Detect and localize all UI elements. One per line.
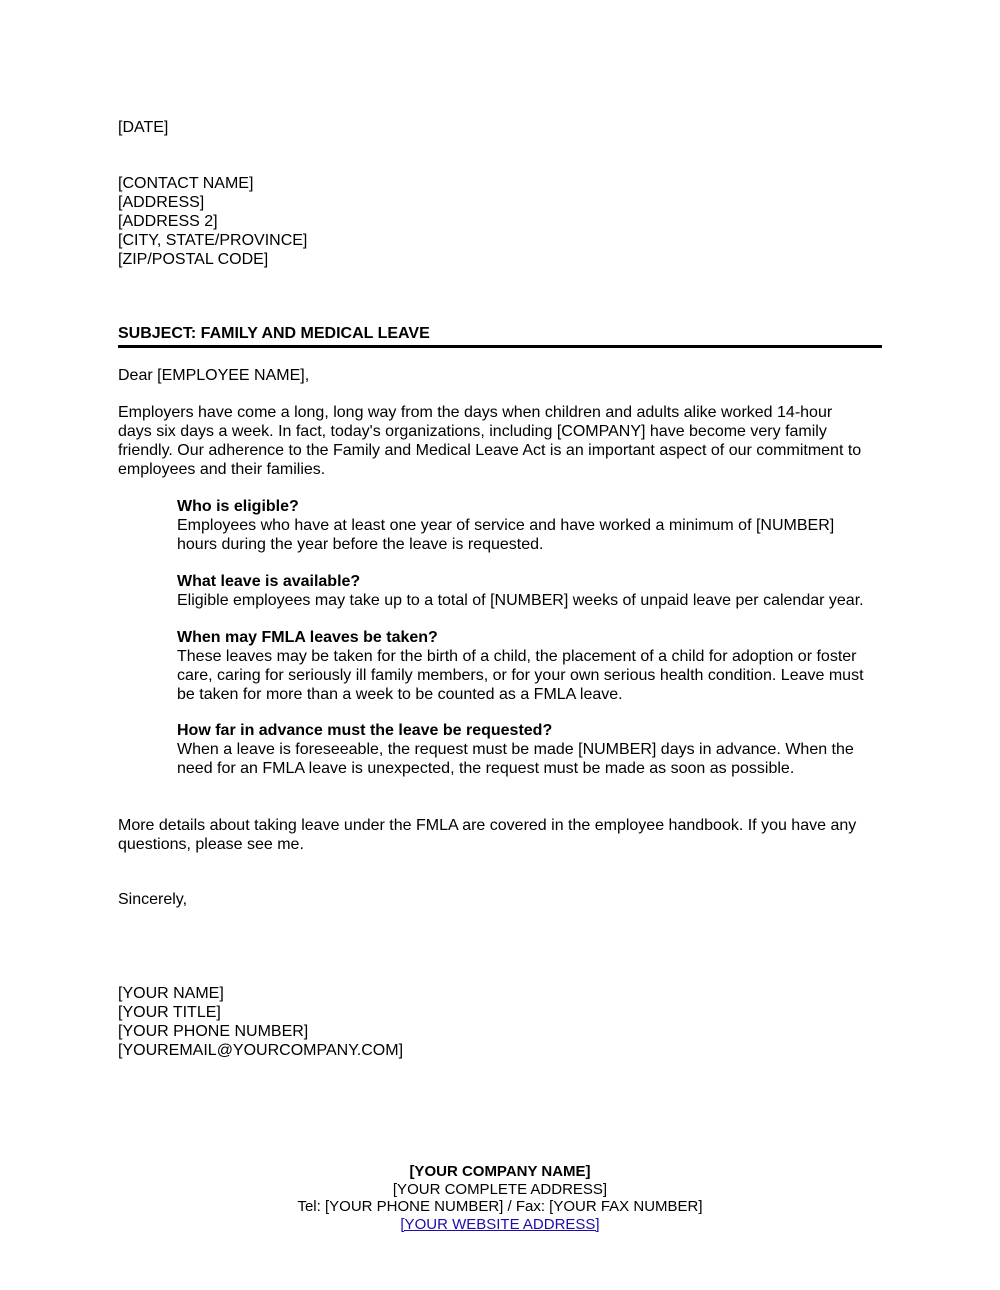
company-footer [0,1163,1000,1233]
section-heading: How far in advance must the leave be requested? [177,722,553,739]
signature-name: [YOUR NAME] [118,985,224,1002]
paragraph-line: employees and their families. [118,461,326,478]
section-line: Eligible employees may take up to a total of [NUMBER] weeks of unpaid leave per calendar year. [177,592,864,609]
section-how-far-advance [177,721,854,778]
salutation: Dear [EMPLOYEE NAME], [118,367,310,384]
signature-block [118,984,403,1060]
recipient-address: [ADDRESS] [118,194,205,211]
section-line: hours during the year before the leave is requested. [177,536,544,553]
section-line: care, caring for seriously ill family members, or for your own serious health condition. Leave must [177,667,864,684]
subject-line: SUBJECT: FAMILY AND MEDICAL LEAVE [118,325,430,342]
footer-website-link[interactable]: [YOUR WEBSITE ADDRESS] [400,1215,600,1233]
footer-company-name: [YOUR COMPANY NAME] [409,1163,591,1180]
signature-phone: [YOUR PHONE NUMBER] [118,1023,309,1040]
footer-contact: Tel: [YOUR PHONE NUMBER] / Fax: [YOUR FAX NUMBER] [297,1198,703,1215]
closing-paragraph [118,816,856,854]
signoff: Sincerely, [118,891,188,908]
recipient-zip: [ZIP/POSTAL CODE] [118,251,269,268]
paragraph-line: More details about taking leave under the FMLA are covered in the employee handbook. If you have any [118,817,857,834]
section-heading: Who is eligible? [177,498,299,515]
signature-email: [YOUREMAIL@YOURCOMPANY.COM] [118,1042,404,1059]
section-who-is-eligible [177,497,834,554]
intro-paragraph [118,403,861,479]
paragraph-line: days six days a week. In fact, today's organizations, including [COMPANY] have become very family [118,423,827,440]
recipient-name: [CONTACT NAME] [118,175,254,192]
section-line: When a leave is foreseeable, the request must be made [NUMBER] days in advance. When the [177,741,854,758]
section-heading: When may FMLA leaves be taken? [177,629,438,646]
section-line: These leaves may be taken for the birth of a child, the placement of a child for adoption or foster [177,648,857,665]
subject-divider [118,345,882,348]
section-heading: What leave is available? [177,573,361,590]
recipient-address-2: [ADDRESS 2] [118,213,218,230]
footer-address: [YOUR COMPLETE ADDRESS] [392,1180,608,1198]
recipient-city-state: [CITY, STATE/PROVINCE] [118,232,308,249]
paragraph-line: Employers have come a long, long way from the days when children and adults alike worked 14-hour [118,404,833,421]
letter-date: [DATE] [118,119,169,136]
section-when-fmla-taken [177,628,864,704]
section-line: Employees who have at least one year of service and have worked a minimum of [NUMBER] [177,517,835,534]
section-what-leave-available [177,572,864,610]
recipient-block [118,174,307,269]
section-line: be taken for more than a week to be counted as a FMLA leave. [177,686,623,703]
paragraph-line: questions, please see me. [118,836,304,853]
paragraph-line: friendly. Our adherence to the Family and Medical Leave Act is an important aspect of our commitment to [118,442,862,459]
signature-title: [YOUR TITLE] [118,1004,221,1021]
section-line: need for an FMLA leave is unexpected, the request must be made as soon as possible. [177,760,795,777]
